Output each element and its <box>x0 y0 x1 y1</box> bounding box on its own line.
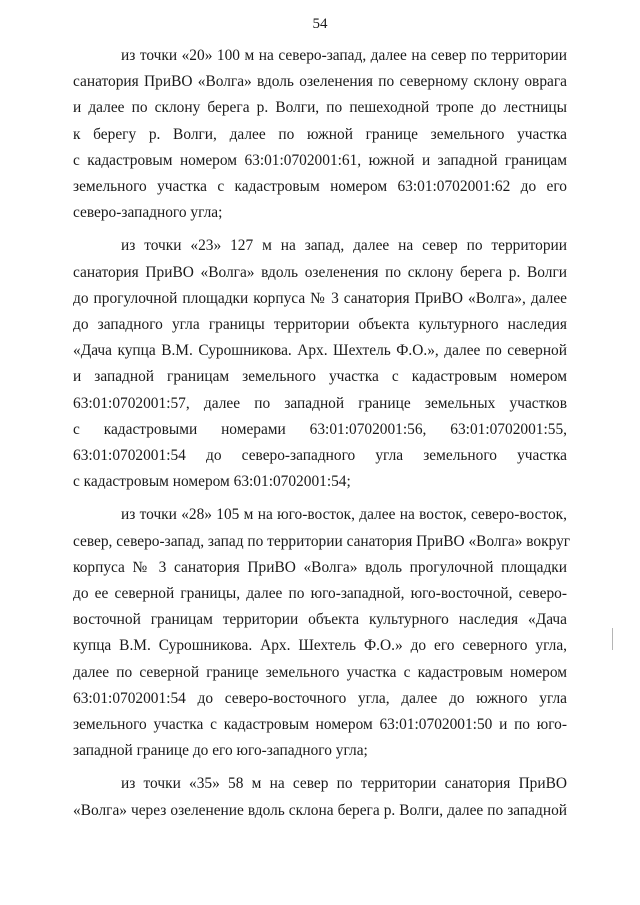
page-number: 54 <box>312 16 328 32</box>
text-line: 63:01:0702001:57, далее по западной границе земельных участков <box>73 394 567 412</box>
text-line: и западной границам земельного участка с кадастровым номером <box>73 368 567 386</box>
text-line: север, северо-запад, запад по территории санатория ПриВО «Волга» вокруг <box>73 532 571 550</box>
text-line: санатория ПриВО «Волга» вдоль озеленения по склону берега р. Волги <box>73 263 567 281</box>
paragraph-point-28 <box>73 502 571 764</box>
text-line: 63:01:0702001:54 до северо-восточного угла, далее до южного угла <box>73 689 567 707</box>
scan-edge-mark <box>612 628 613 650</box>
text-line: западной границе до его юго-западного угла; <box>73 742 368 760</box>
text-line: санатория ПриВО «Волга» вдоль озеленения по северному склону оврага <box>73 73 567 91</box>
paragraph-point-35 <box>73 771 567 823</box>
text-line: «Волга» через озеленение вдоль склона берега р. Волги, далее по западной <box>73 801 567 819</box>
text-line: «Дача купца В.М. Сурошникова. Арх. Шехтель Ф.О.», далее по северной <box>73 342 567 360</box>
paragraph-point-20 <box>73 43 567 226</box>
text-line: купца В.М. Сурошникова. Арх. Шехтель Ф.О.» до его северного угла, <box>73 637 567 655</box>
text-line: земельного участка с кадастровым номером 63:01:0702001:62 до его <box>73 178 567 196</box>
text-line: земельного участка с кадастровым номером 63:01:0702001:50 и по юго- <box>73 716 567 734</box>
text-line: с кадастровыми номерами 63:01:0702001:56, 63:01:0702001:55, <box>73 420 567 438</box>
text-line: к берегу р. Волги, далее по южной границе земельного участка <box>73 125 567 143</box>
text-line: 63:01:0702001:54 до северо-западного угла земельного участка <box>73 447 567 465</box>
text-line: до прогулочной площадки корпуса № 3 санатория ПриВО «Волга», далее <box>73 289 567 307</box>
paragraph-point-23 <box>73 233 567 495</box>
text-line: с кадастровым номером 63:01:0702001:61, южной и западной границам <box>73 151 567 169</box>
text-line: из точки «35» 58 м на север по территории санатория ПриВО <box>121 775 567 793</box>
text-line: до ее северной границы, далее по юго-западной, юго-восточной, северо- <box>73 585 567 603</box>
text-line: далее по северной границе земельного участка с кадастровым номером <box>73 663 567 681</box>
text-line: до западного угла границы территории объекта культурного наследия <box>73 316 567 334</box>
text-line: из точки «20» 100 м на северо-запад, далее на север по территории <box>121 47 567 64</box>
document-body <box>73 43 571 831</box>
text-line: и далее по склону берега р. Волги, по пешеходной тропе до лестницы <box>73 99 567 117</box>
text-line: из точки «28» 105 м на юго-восток, далее на восток, северо-восток, <box>121 506 567 524</box>
text-line: с кадастровым номером 63:01:0702001:54; <box>73 473 351 491</box>
text-line: корпуса № 3 санатория ПриВО «Волга» вдоль прогулочной площадки <box>73 558 567 576</box>
text-line: северо-западного угла; <box>73 204 223 222</box>
text-line: восточной границам территории объекта культурного наследия «Дача <box>73 611 567 629</box>
text-line: из точки «23» 127 м на запад, далее на север по территории <box>121 237 567 255</box>
